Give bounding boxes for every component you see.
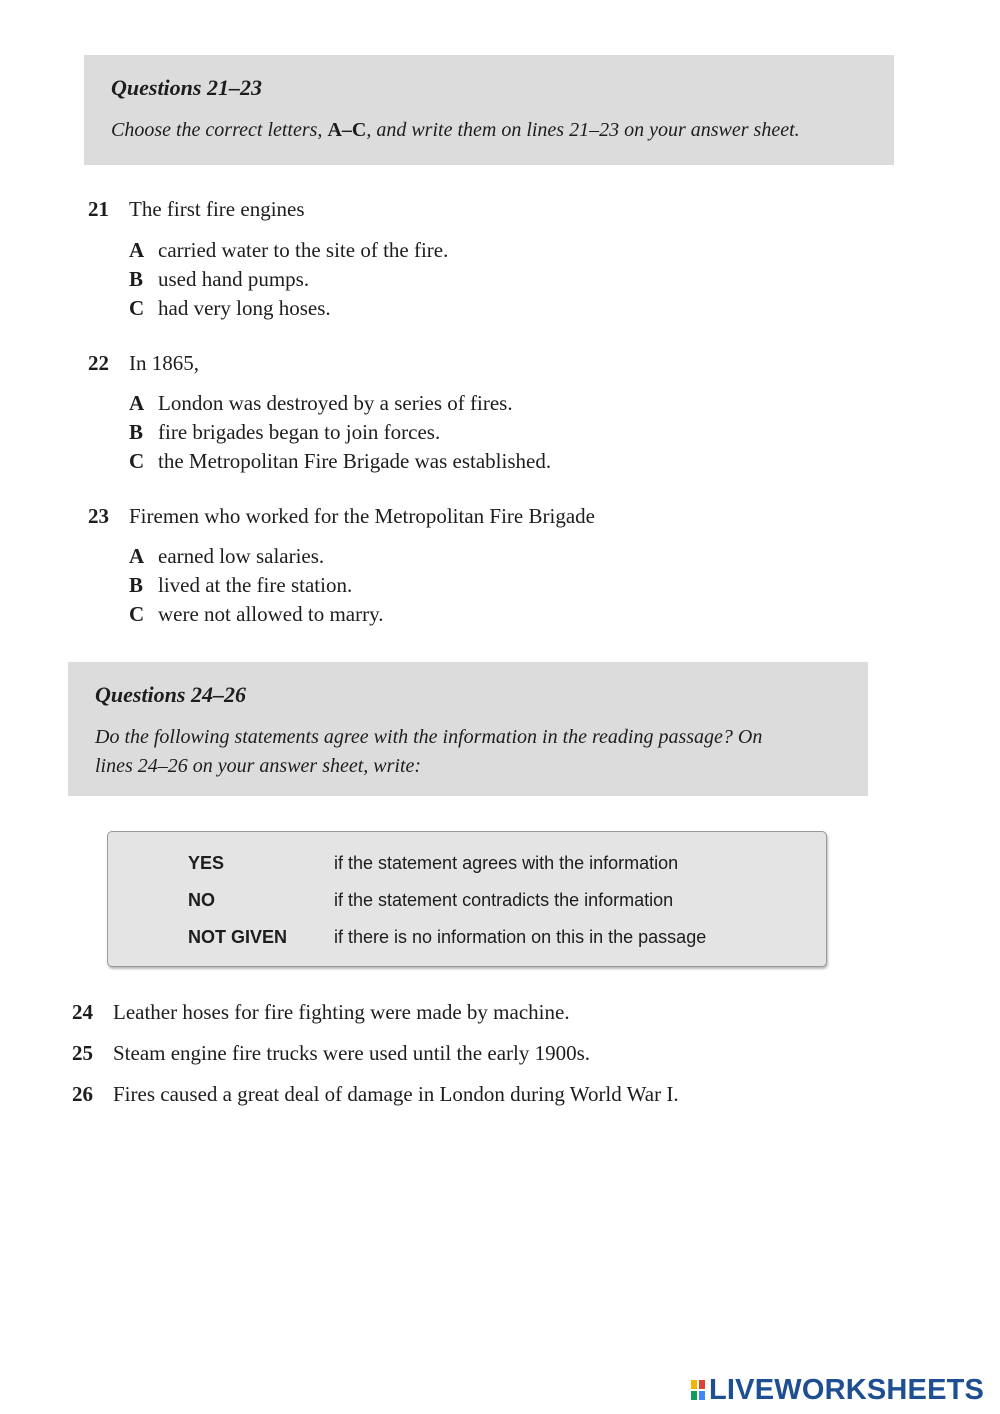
option-letter: C [129,449,145,473]
section-title-24-26: Questions 24–26 [95,682,246,707]
option-letter: C [129,602,145,626]
option-text: used hand pumps. [158,267,310,291]
section-instruction-line-1: Do the following statements agree with the information in the reading passage? On [95,726,763,748]
option-letter: B [129,420,144,444]
legend-key-yes: YES [188,853,225,873]
legend-key-no: NO [188,890,215,910]
question-text: In 1865, [129,351,199,375]
liveworksheets-logo-icon [690,1379,706,1401]
section-instruction-21-23: Choose the correct letters, A–C, and write them on lines 21–23 on your answer sheet. [111,119,800,141]
option-text: fire brigades began to join forces. [158,420,441,444]
option-letter: A [129,238,145,262]
statement-number: 25 [72,1041,93,1065]
option-text: had very long hoses. [158,296,331,320]
option-text: London was destroyed by a series of fires. [158,391,513,415]
question-text: Firemen who worked for the Metropolitan Fire Brigade [129,504,595,528]
legend-key-not-given: NOT GIVEN [188,927,288,947]
option-text: were not allowed to marry. [158,602,384,626]
statement-text: Fires caused a great deal of damage in London during World War I. [113,1082,679,1106]
question-number: 22 [88,351,109,375]
option-text: earned low salaries. [158,544,325,568]
option-letter: B [129,267,144,291]
statement-number: 24 [72,1000,93,1024]
instructions-box-24-26 [68,662,868,796]
legend-desc-yes: if the statement agrees with the information [334,853,679,873]
section-instruction-line-2: lines 24–26 on your answer sheet, write: [95,755,422,777]
option-text: carried water to the site of the fire. [158,238,449,262]
instructions-box-21-23 [84,55,894,165]
option-letter: A [129,391,145,415]
option-letter: C [129,296,145,320]
legend-desc-not-given: if there is no information on this in the passage [334,927,707,947]
option-letter: A [129,544,145,568]
statement-text: Steam engine fire trucks were used until the early 1900s. [113,1041,591,1065]
statement-text: Leather hoses for fire fighting were made by machine. [113,1000,570,1024]
option-text: the Metropolitan Fire Brigade was established. [158,449,552,473]
question-text: The first fire engines [129,197,305,221]
option-letter: B [129,573,144,597]
question-number: 21 [88,197,109,221]
section-title-21-23: Questions 21–23 [111,75,262,100]
question-number: 23 [88,504,109,528]
answer-key-legend [107,831,827,967]
statement-number: 26 [72,1082,93,1106]
option-text: lived at the fire station. [158,573,353,597]
legend-desc-no: if the statement contradicts the information [334,890,674,910]
liveworksheets-logo [690,1373,985,1406]
liveworksheets-logo-text: LIVEWORKSHEETS [709,1373,985,1406]
